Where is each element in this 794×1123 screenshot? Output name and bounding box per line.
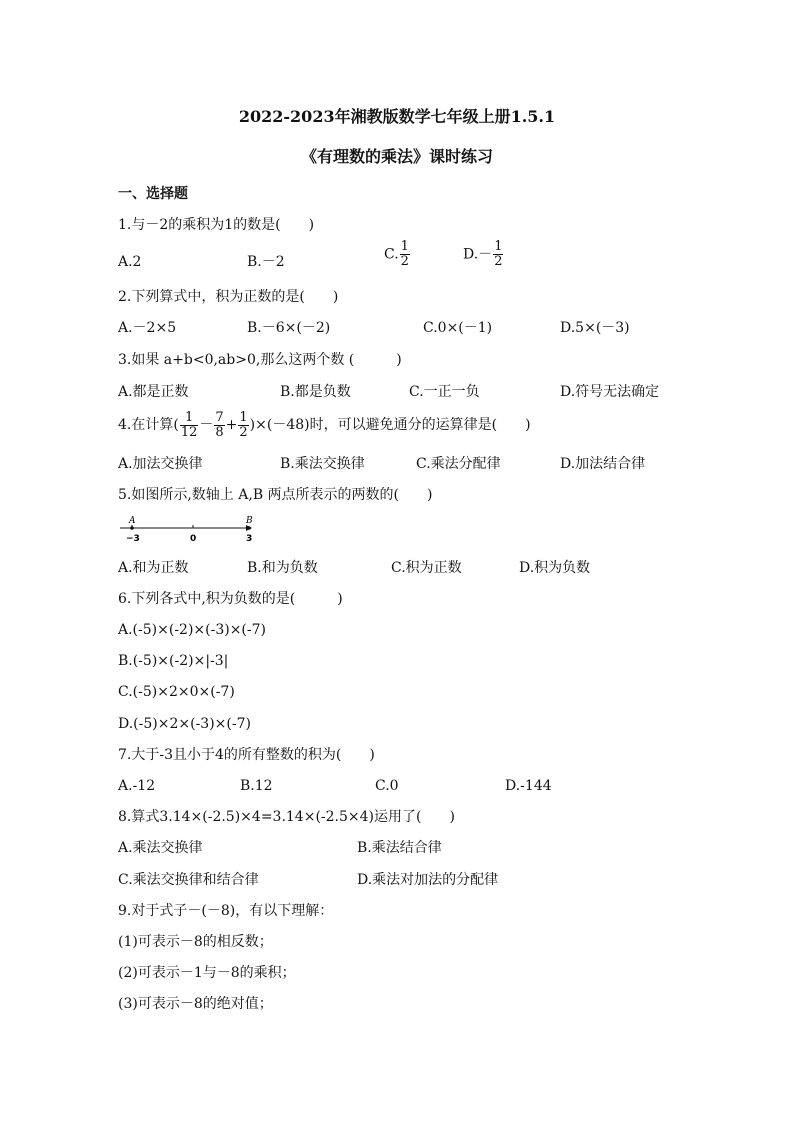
question-9-stem: 9.对于式子－(－8)，有以下理解： [118, 903, 334, 919]
question-7-option-d: D.-144 [505, 778, 552, 794]
question-5-option-b: B.和为负数 [247, 560, 318, 576]
question-1-option-b: B.－2 [247, 254, 285, 270]
question-6-stem: 6.下列各式中,积为负数的是( ) [118, 591, 343, 607]
question-4-fraction-3 [238, 411, 248, 440]
fraction-denominator: 8 [215, 424, 224, 440]
question-5-option-a: A.和为正数 [118, 560, 189, 576]
question-4-prefix: 4.在计算( [118, 417, 179, 433]
question-8-option-b: B.乘法结合律 [357, 840, 442, 856]
question-3-option-b: B.都是负数 [280, 384, 351, 400]
question-6-option-c: C.(-5)×2×0×(-7) [118, 684, 235, 700]
question-8-option-d: D.乘法对加法的分配律 [357, 872, 499, 888]
question-4-operator-1: － [199, 417, 214, 433]
question-4-option-a: A.加法交换律 [118, 456, 203, 472]
point-a-dot [130, 526, 134, 530]
question-3-option-a: A.都是正数 [118, 384, 189, 400]
question-5-stem: 5.如图所示,数轴上 A,B 两点所表示的两数的( ) [118, 487, 433, 503]
question-1-option-c-label: C. [384, 246, 399, 263]
question-5-option-c: C.积为正数 [391, 560, 462, 576]
fraction-denominator: 2 [239, 424, 248, 440]
question-7-option-a: A.-12 [118, 778, 156, 794]
question-3-option-d: D.符号无法确定 [560, 384, 660, 400]
question-6-option-a: A.(-5)×(-2)×(-3)×(-7) [118, 622, 266, 638]
fraction-numerator: 1 [494, 239, 503, 254]
fraction-denominator: 12 [180, 424, 198, 440]
question-3-stem: 3.如果 a+b<0,ab>0,那么这两个数 ( ) [118, 352, 402, 368]
question-6-option-d: D.(-5)×2×(-3)×(-7) [118, 716, 251, 732]
point-a-label: A [129, 516, 136, 526]
question-1-option-d-label: D.－ [463, 246, 493, 263]
question-9-item-2: (2)可表示－1与－8的乘积； [118, 965, 296, 981]
question-9-item-1: (1)可表示－8的相反数； [118, 934, 273, 950]
question-4-option-c: C.乘法分配律 [416, 456, 501, 472]
question-8-stem: 8.算式3.14×(-2.5)×4=3.14×(-2.5×4)运用了( ) [118, 809, 455, 825]
fraction-numerator: 1 [400, 239, 409, 254]
fraction-numerator: 7 [215, 409, 224, 425]
question-2-option-c: C.0×(－1) [423, 320, 493, 336]
question-1-option-c-fraction [400, 240, 410, 269]
question-4-fraction-1 [180, 411, 199, 440]
question-4-stem [118, 408, 531, 442]
tick-label-a: −3 [126, 534, 140, 544]
tick-label-b: 3 [246, 534, 253, 544]
question-7-option-c: C.0 [375, 778, 399, 794]
question-7-option-b: B.12 [240, 778, 273, 794]
question-1-stem: 1.与－2的乘积为1的数是( ) [118, 217, 315, 233]
question-2-option-b: B.－6×(－2) [247, 320, 331, 336]
question-4-option-d: D.加法结合律 [560, 456, 646, 472]
question-8-option-a: A.乘法交换律 [118, 840, 203, 856]
title-line-2: 《有理数的乘法》课时练习 [300, 147, 493, 166]
question-2-option-d: D.5×(－3) [560, 320, 630, 336]
question-9-item-3: (3)可表示－8的绝对值； [118, 996, 273, 1012]
question-1-option-d-fraction [493, 240, 503, 269]
question-2-option-a: A.－2×5 [118, 320, 177, 336]
question-2-stem: 2.下列算式中，积为正数的是( ) [118, 289, 339, 305]
question-5-option-d: D.积为负数 [519, 560, 591, 576]
fraction-denominator: 2 [494, 254, 503, 269]
fraction-numerator: 1 [180, 411, 199, 426]
question-7-stem: 7.大于-3且小于4的所有整数的积为( ) [118, 747, 375, 763]
question-1-option-a: A.2 [118, 254, 142, 270]
title-line-1: 2022-2023年湘教版数学七年级上册1.5.1 [238, 107, 556, 126]
tick-label-zero: 0 [190, 534, 197, 544]
point-b-label: B [246, 516, 253, 526]
fraction-denominator: 2 [400, 254, 409, 269]
question-6-option-b: B.(-5)×(-2)×|-3| [118, 653, 229, 669]
question-8-option-c: C.乘法交换律和结合律 [118, 872, 259, 888]
number-line-figure [118, 515, 258, 545]
question-4-operator-2: + [225, 417, 238, 433]
question-4-fraction-2 [214, 411, 224, 440]
point-b-dot [247, 526, 251, 530]
question-3-option-c: C.一正一负 [409, 384, 480, 400]
fraction-numerator: 1 [239, 409, 248, 425]
question-1-option-c [384, 240, 411, 269]
question-1-option-d [463, 240, 504, 269]
question-4-option-b: B.乘法交换律 [280, 456, 365, 472]
question-4-suffix: )×(－48)时，可以避免通分的运算律是( ) [249, 417, 531, 433]
section-heading: 一、选择题 [118, 186, 188, 202]
